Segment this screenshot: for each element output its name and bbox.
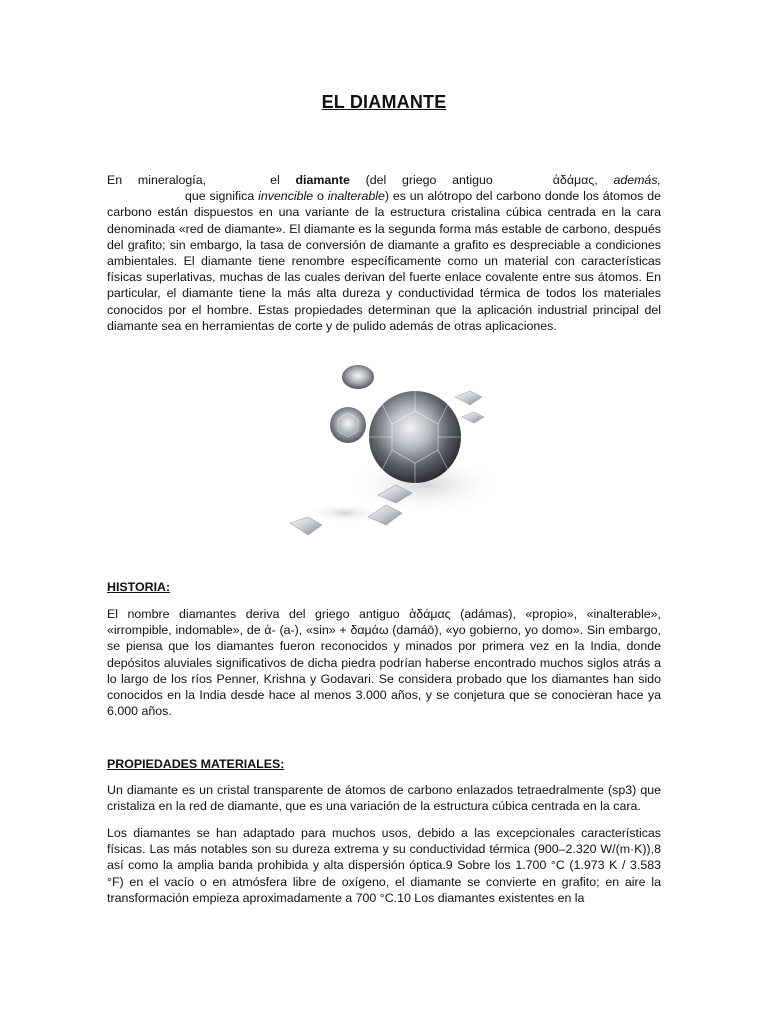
section-heading-historia: HISTORIA: — [107, 580, 171, 594]
intro-italic-ademas: además, — [613, 173, 661, 187]
intro-text-6: o — [317, 189, 324, 204]
intro-greek-word: ἀδάμας, — [552, 173, 598, 187]
intro-text-2: el — [270, 173, 280, 187]
document-title: EL DIAMANTE — [321, 92, 447, 112]
diamonds-illustration — [250, 345, 520, 560]
propiedades-paragraph-2: Los diamantes se han adaptado para muchos usos, debido a las excepcionales características físicas. Las más notables son su dureza extrema y su conductividad térmica (900–2.320 W/(m·K)),8 así como la amplia banda prohibida y alta dispersión óptica.9 Sobre los 1.700 °C (1.973 K / 3.583 °F) en el vacío o en atmósfera libre de oxígeno, el diamante se convierte en grafito; en aire la transformación empieza aproximadamente a 700 °C.10 Los diamantes existentes en la — [107, 826, 661, 905]
tilted-diamond — [462, 412, 484, 423]
intro-italic-inalterable: inalterable — [327, 189, 385, 204]
intro-text-5: significa — [209, 189, 255, 204]
shadow-shape — [305, 503, 385, 523]
section-heading-propiedades: PROPIEDADES MATERIALES: — [107, 757, 285, 771]
intro-text-3: (del griego antiguo — [365, 173, 493, 187]
small-round-diamond — [342, 365, 374, 389]
intro-paragraph — [107, 172, 661, 334]
intro-text-4: que — [185, 189, 206, 204]
intro-text-7: ) es un alótropo del carbono donde los átomos de carbono están dispuestos en una variante de la estructura cristalina cúbica centrada en la cara denominada «red de diamante». El diamante es la segunda forma más estable de carbono, después del grafito; sin embargo, la tasa de conversión de diamante a grafito es despreciable a condiciones ambientales. El diamante tiene renombre específicamente como un material con características físicas superlativas, muchas de las cuales derivan del fuerte enlace covalente entre sus átomos. En particular, el diamante tiene la más alta dureza y conductividad térmica de todos los materiales conocidos por el hombre. Estas propiedades determinan que la aplicación industrial principal del diamante sea en herramientas de corte y de pulido además de otras aplicaciones. — [107, 189, 661, 333]
intro-term-diamante: diamante — [295, 173, 350, 187]
medium-diamond — [330, 407, 366, 443]
propiedades-paragraph-1: Un diamante es un cristal transparente de átomos de carbono enlazados tetraedralmente (sp3) que cristaliza en la red de diamante, que es una variación de la estructura cúbica centrada en la cara. — [107, 783, 661, 814]
historia-paragraph: El nombre diamantes deriva del griego antiguo ἀδάμας (adámas), «propio», «inalterable», «irrompible, indomable», de ἀ- (a-), «sin» + δαμάω (damáō), «yo gobierno, yo domo». Sin embargo, se piensa que los diamantes fueron reconocidos y minados por primera vez en la India, donde depósitos aluviales significativos de dicha piedra podrían haberse encontrado muchos siglos atrás a lo largo de los ríos Penner, Krishna y Godavari. Se considera probado que los diamantes han sido conocidos en la India desde hace al menos 3.000 años, y se conjetura que se conocieran hace ya 6.000 años. — [107, 607, 661, 719]
intro-text-1: En mineralogía, — [107, 173, 207, 187]
tilted-diamond — [455, 391, 482, 405]
intro-italic-invencible: invencible — [258, 189, 314, 204]
diamonds-photo — [250, 345, 520, 560]
